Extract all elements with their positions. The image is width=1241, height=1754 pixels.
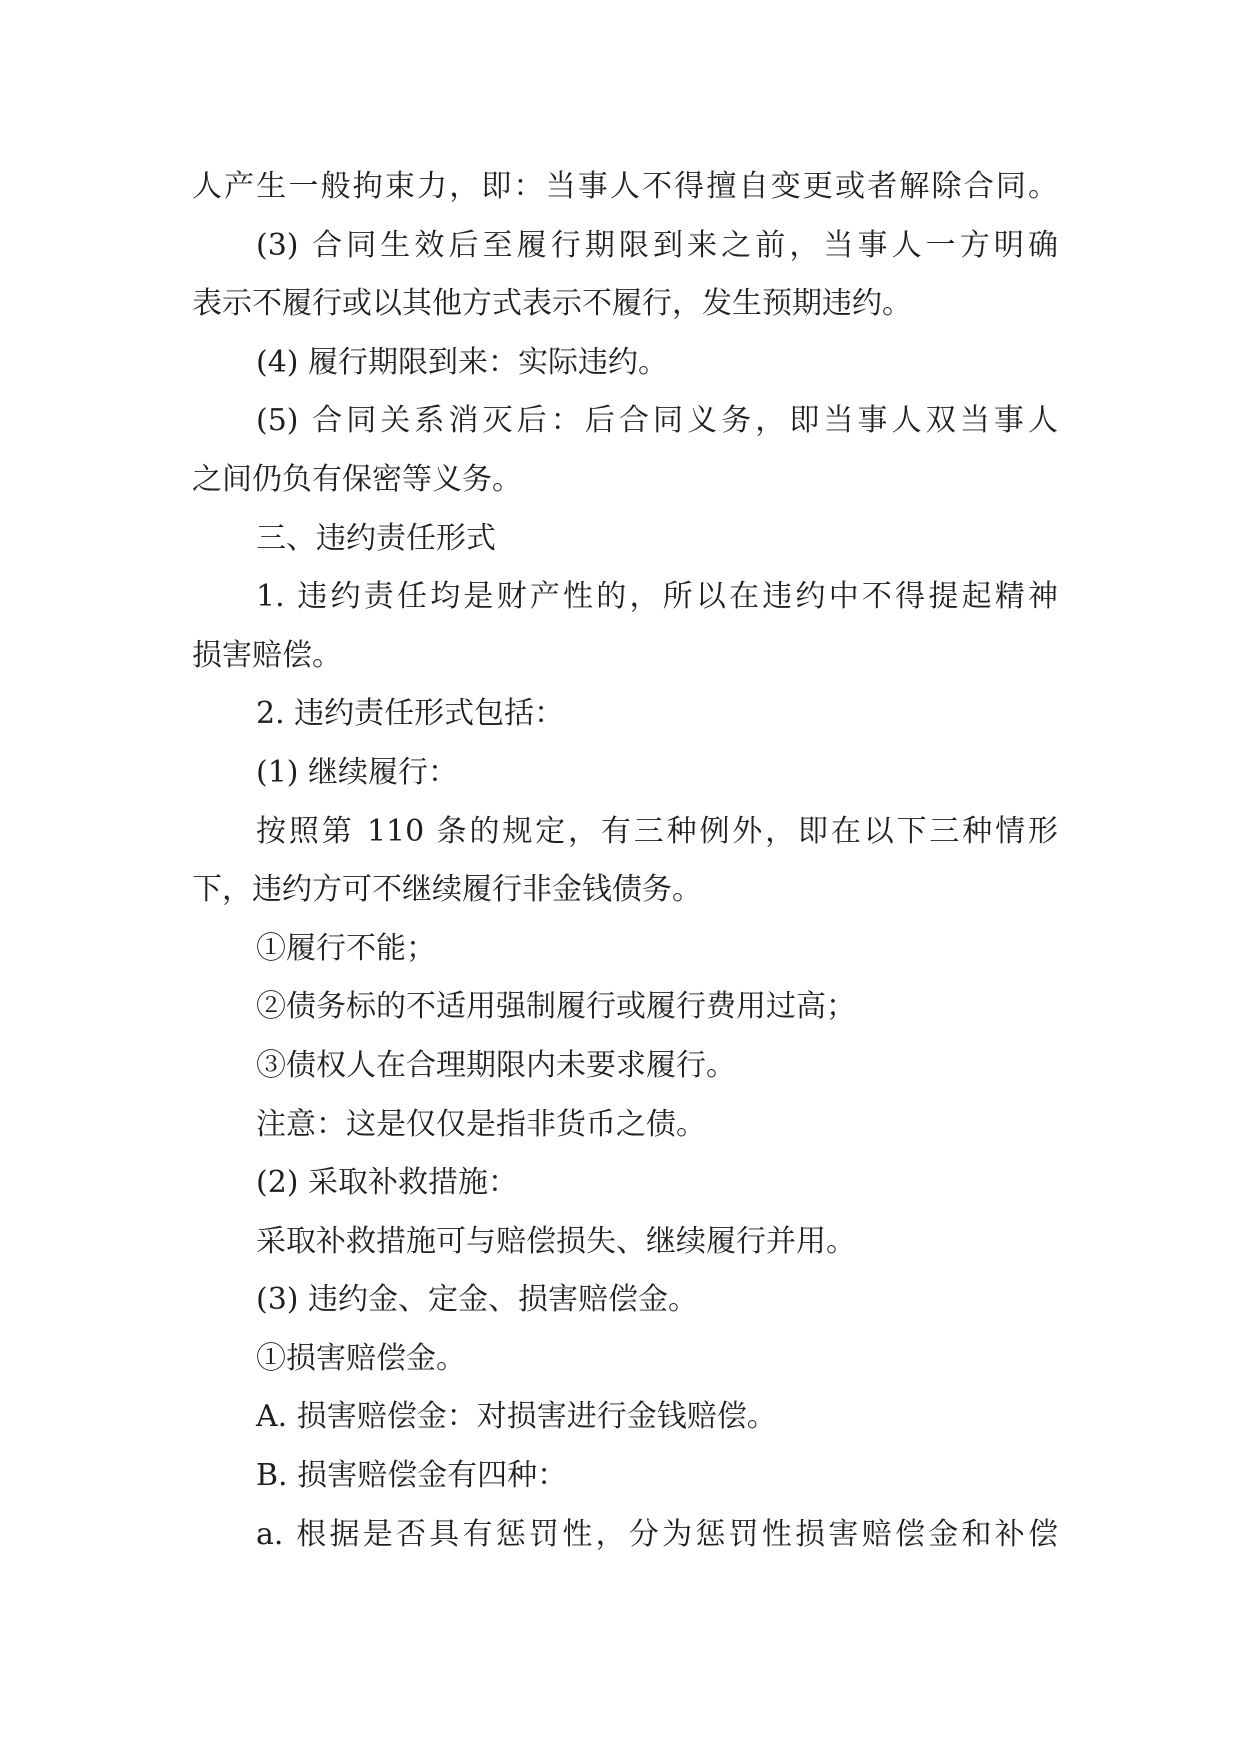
paragraph-line: 损害赔偿。 <box>192 637 342 673</box>
paragraph-line: (3) 违约金、定金、损害赔偿金。 <box>256 1282 699 1318</box>
paragraph-line: 人产生一般拘束力，即：当事人不得擅自变更或者解除合同。 <box>192 169 1058 204</box>
paragraph-line: 1. 违约责任均是财产性的，所以在违约中不得提起精神 <box>256 579 1058 615</box>
paragraph-line: (4) 履行期限到来：实际违约。 <box>256 344 669 380</box>
paragraph-line: 之间仍负有保密等义务。 <box>192 461 522 497</box>
paragraph-line: 采取补救措施可与赔偿损失、继续履行并用。 <box>256 1223 856 1259</box>
section-heading: 三、违约责任形式 <box>256 520 496 556</box>
paragraph-line: 注意：这是仅仅是指非货币之债。 <box>256 1106 706 1142</box>
paragraph-line: (5) 合同关系消灭后：后合同义务，即当事人双当事人 <box>256 403 1058 439</box>
paragraph-line: 表示不履行或以其他方式表示不履行，发生预期违约。 <box>192 286 912 322</box>
list-item: A. 损害赔偿金：对损害进行金钱赔偿。 <box>256 1399 777 1435</box>
paragraph-line: (1) 继续履行： <box>256 754 459 790</box>
paragraph-line: 按照第 110 条的规定，有三种例外，即在以下三种情形 <box>256 813 1058 849</box>
paragraph-line: (2) 采取补救措施： <box>256 1165 519 1201</box>
document-body <box>192 158 1058 1564</box>
list-item: ①损害赔偿金。 <box>256 1340 466 1376</box>
list-item: ②债务标的不适用强制履行或履行费用过高； <box>256 989 856 1025</box>
list-item: B. 损害赔偿金有四种： <box>256 1458 568 1494</box>
list-item: ①履行不能； <box>256 930 436 966</box>
list-item: ③债权人在合理期限内未要求履行。 <box>256 1047 736 1083</box>
paragraph-line: (3) 合同生效后至履行期限到来之前，当事人一方明确 <box>256 227 1058 263</box>
paragraph-line: 下，违约方可不继续履行非金钱债务。 <box>192 872 702 908</box>
paragraph-line: 2. 违约责任形式包括： <box>256 696 565 732</box>
list-item: a. 根据是否具有惩罚性，分为惩罚性损害赔偿金和补偿 <box>256 1516 1058 1552</box>
